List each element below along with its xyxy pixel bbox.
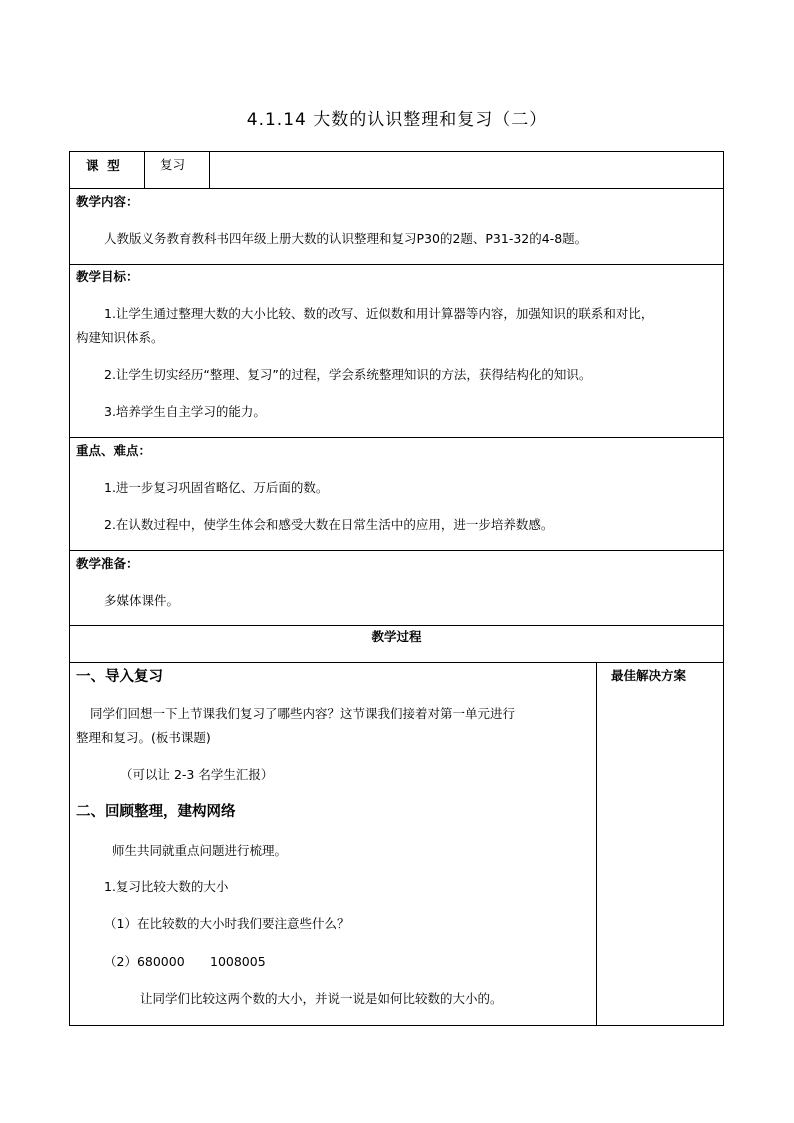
key-item: 2.在认数过程中，使学生体会和感受大数在日常生活中的应用，进一步培养数感。	[104, 517, 554, 532]
lesson-plan-table	[69, 151, 724, 1026]
prep-heading: 教学准备：	[76, 556, 139, 571]
row-divider	[70, 264, 723, 265]
column-divider	[596, 662, 597, 1025]
row-divider	[70, 188, 723, 189]
column-divider	[209, 152, 210, 188]
intro-text: 同学们回想一下上节课我们复习了哪些内容？这节课我们接着对第一单元进行	[90, 706, 516, 721]
best-solution-heading: 最佳解决方案	[611, 668, 687, 683]
intro-text: 整理和复习。(板书课题)	[76, 730, 211, 745]
goals-heading: 教学目标：	[76, 269, 139, 284]
course-type-label: 课 型	[86, 158, 120, 173]
question-item: （1）在比较数的大小时我们要注意些什么？	[104, 916, 350, 931]
course-type-value: 复习	[160, 157, 186, 172]
intro-note: （可以让 2-3 名学生汇报）	[120, 767, 274, 782]
key-item: 1.进一步复习巩固省略亿、万后面的数。	[104, 480, 329, 495]
question-number: 1008005	[210, 954, 266, 969]
process-heading: 教学过程	[371, 629, 422, 644]
content-text: 人教版义务教育教科书四年级上册大数的认识整理和复习P30的2题、P31-32的4-8题。	[104, 231, 588, 246]
review-intro: 师生共同就重点问题进行梳理。	[112, 843, 288, 858]
content-heading: 教学内容：	[76, 194, 139, 209]
goal-item: 构建知识体系。	[76, 330, 164, 345]
section-heading: 一、导入复习	[76, 669, 163, 685]
column-divider	[144, 152, 145, 188]
row-divider	[70, 437, 723, 438]
goal-item: 2.让学生切实经历“整理、复习”的过程，学会系统整理知识的方法，获得结构化的知识。	[104, 367, 592, 382]
page-title: 4.1.14 大数的认识整理和复习（二）	[246, 110, 548, 130]
goal-item: 3.培养学生自主学习的能力。	[104, 404, 266, 419]
row-divider	[70, 662, 723, 663]
section-heading: 二、回顾整理，建构网络	[76, 804, 236, 820]
review-item: 1.复习比较大数的大小	[104, 879, 229, 894]
question-item: （2）680000	[104, 954, 185, 969]
compare-text: 让同学们比较这两个数的大小，并说一说是如何比较数的大小的。	[140, 991, 503, 1006]
row-divider	[70, 550, 723, 551]
prep-text: 多媒体课件。	[104, 593, 180, 608]
key-heading: 重点、难点：	[76, 443, 152, 458]
goal-item: 1.让学生通过整理大数的大小比较、数的改写、近似数和用计算器等内容，加强知识的联系和对比，	[104, 306, 654, 321]
